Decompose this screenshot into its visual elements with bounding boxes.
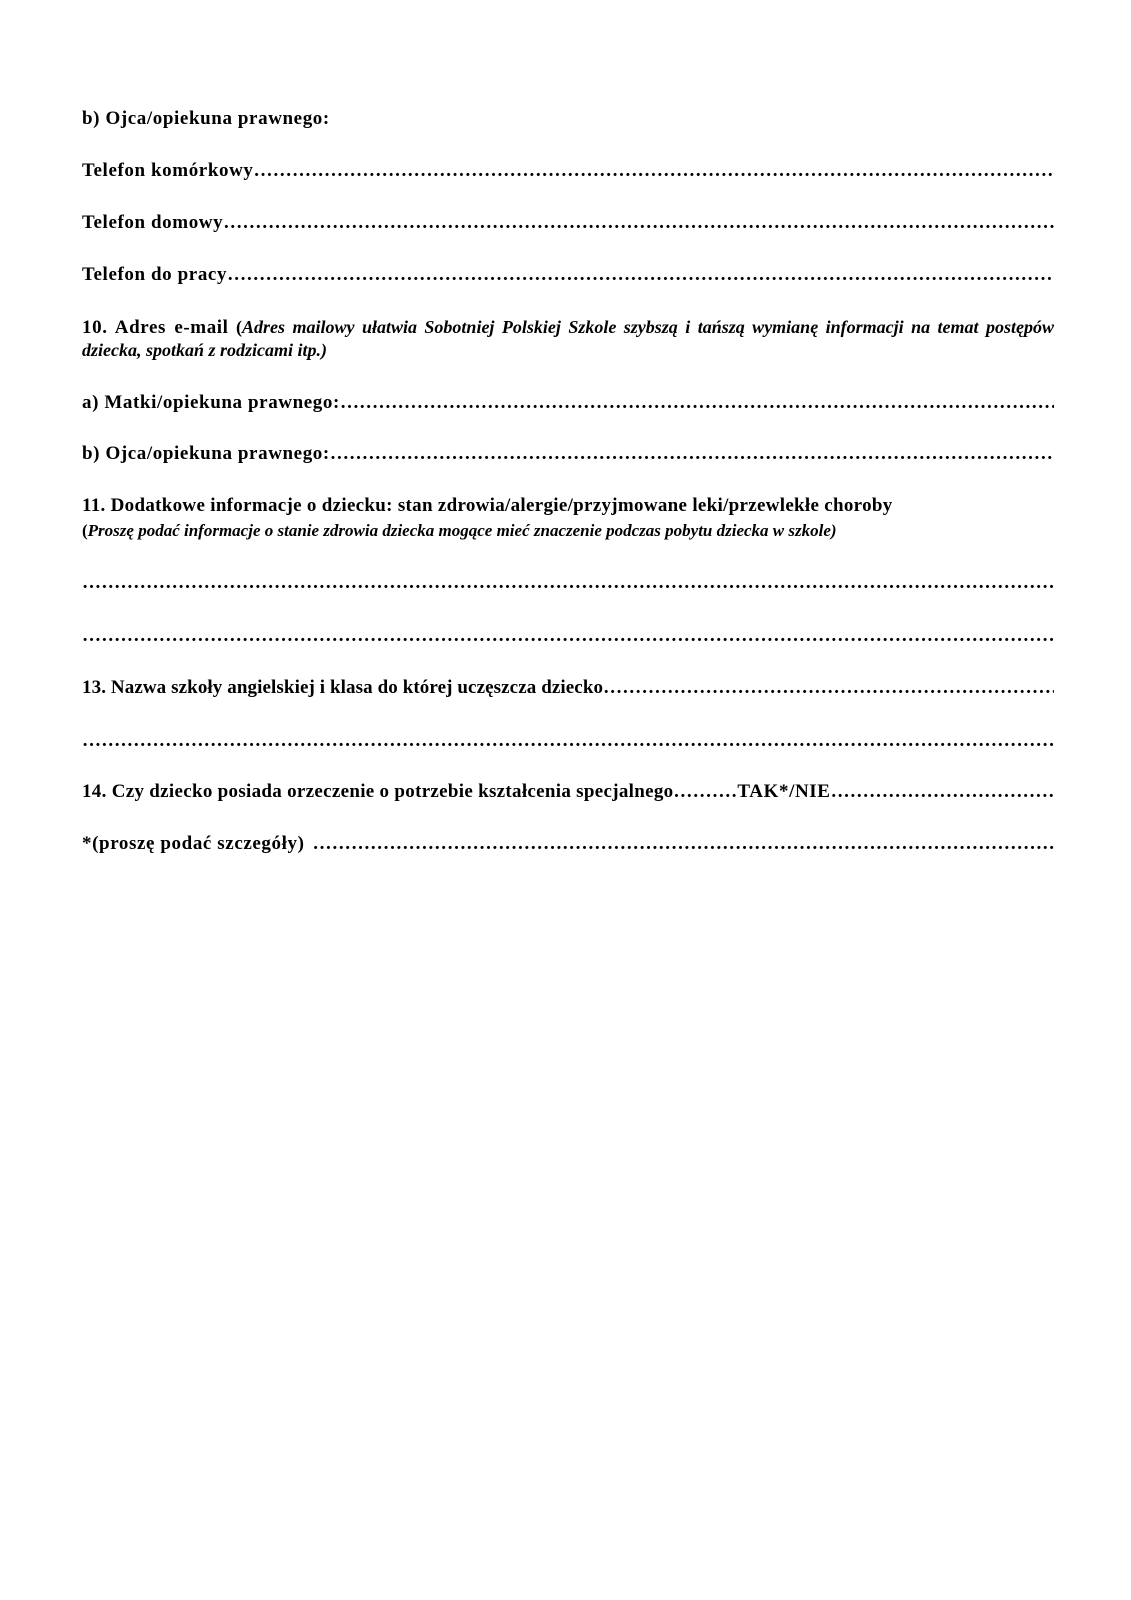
email-question: 10. Adres e-mail (Adres mailowy ułatwia Sobotniej Polskiej Szkole szybszą i tańszą wymianę informacji na temat postępów dziecka, spotkań z rodzicami itp.) xyxy=(82,317,1055,360)
special-education-dotted-line-2[interactable] xyxy=(831,781,1054,803)
email-father-field[interactable] xyxy=(82,443,1054,465)
email-father-label: b) Ojca/opiekuna prawnego: xyxy=(82,443,330,464)
special-education-options[interactable]: TAK*/NIE xyxy=(737,781,831,802)
special-education-field[interactable] xyxy=(82,781,1054,803)
mobile-phone-label: Telefon komórkowy xyxy=(82,160,254,181)
email-father-dotted-line[interactable] xyxy=(330,443,1054,465)
work-phone-field[interactable] xyxy=(82,264,1054,286)
health-answer-line-2[interactable] xyxy=(82,625,1054,647)
health-question-label: 11. Dodatkowe informacje o dziecku: stan zdrowia/alergie/przyjmowane leki/przewlekłe choroby xyxy=(82,495,893,516)
home-phone-dotted-line[interactable] xyxy=(223,212,1054,234)
special-education-details-field[interactable] xyxy=(82,833,1054,855)
english-school-dotted-line[interactable] xyxy=(603,677,1054,699)
home-phone-field[interactable] xyxy=(82,212,1054,234)
home-phone-label: Telefon domowy xyxy=(82,212,224,233)
special-education-details-label: *(proszę podać szczegóły) xyxy=(82,833,305,854)
email-mother-dotted-line[interactable] xyxy=(340,392,1054,414)
english-school-label: 13. Nazwa szkoły angielskiej i klasa do której uczęszcza dziecko xyxy=(82,677,604,698)
work-phone-dotted-line[interactable] xyxy=(227,264,1054,286)
health-question-note: (Proszę podać informacje o stanie zdrowia dziecka mogące mieć znaczenie podczas pobytu dziecka w szkole) xyxy=(82,521,837,540)
special-education-label: 14. Czy dziecko posiada orzeczenie o potrzebie kształcenia specjalnego xyxy=(82,781,674,802)
english-school-answer-line[interactable] xyxy=(82,730,1054,752)
father-heading: b) Ojca/opiekuna prawnego: xyxy=(82,108,330,129)
mobile-phone-dotted-line[interactable] xyxy=(254,160,1054,182)
email-mother-label: a) Matki/opiekuna prawnego: xyxy=(82,392,340,413)
email-question-note: Adres mailowy ułatwia Sobotniej Polskiej Szkole szybszą i tańszą wymianę informacji na temat postępów dziecka, spotkań z rodzicami itp.) xyxy=(82,317,1055,360)
health-answer-line-1[interactable] xyxy=(82,572,1054,594)
email-mother-field[interactable] xyxy=(82,392,1054,414)
email-question-label: 10. Adres e-mail xyxy=(82,317,229,338)
english-school-field[interactable] xyxy=(82,677,1054,699)
work-phone-label: Telefon do pracy xyxy=(82,264,228,285)
mobile-phone-field[interactable] xyxy=(82,160,1054,182)
special-education-dotted-line-1[interactable] xyxy=(673,781,737,803)
special-education-details-dotted-line[interactable] xyxy=(313,833,1054,855)
